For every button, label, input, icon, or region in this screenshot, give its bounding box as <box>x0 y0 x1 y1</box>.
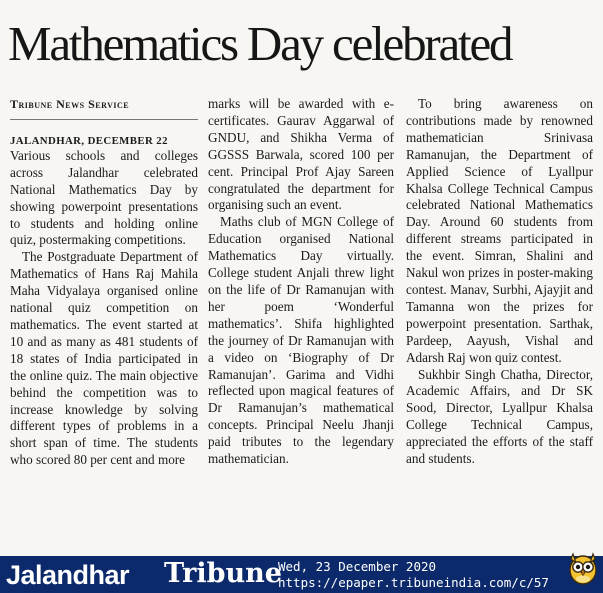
article-column-2 <box>208 96 394 468</box>
headline: Mathematics Day celebrated <box>8 16 512 71</box>
edition-name: Jalandhar <box>6 560 130 590</box>
paragraph: The Postgraduate Department of Mathematics of Hans Raj Mahila Maha Vidyalaya organised online national quiz competition on mathematics. The event started at 10 and as many as 481 students of 18 states of India participated in the online quiz. The main objective behind the competition was to increase knowledge by solving different types of problems in a short span of time. The students who scored 80 per cent and more <box>10 249 198 468</box>
article-column-1 <box>10 96 198 469</box>
article-column-3 <box>406 96 593 468</box>
paragraph: Various schools and colleges across Jalandhar celebrated National Mathematics Day by showing powerpoint presentations to students and holding online quiz, postermaking competitions. <box>10 147 198 248</box>
epaper-link[interactable]: https://epaper.tribuneindia.com/c/57 <box>278 575 549 590</box>
epaper-footer <box>0 556 603 593</box>
dateline: JALANDHAR, DECEMBER 22 <box>10 134 168 147</box>
paragraph: Maths club of MGN College of Education organised National Mathematics Day virtually. College student Anjali threw light on the life of Dr Ramanujan with her poem ‘Wonderful mathematics’. Shifa highlighted the journey of Dr Ramanujan with a video on ‘Biography of Dr Ramanujan’. Garima and Vidhi reflected upon magical features of Dr Ramanujan’s mathematical concepts. Principal Neelu Jhanji paid tributes to the legendary mathematician. <box>208 214 394 467</box>
paragraph: Sukhbir Singh Chatha, Director, Academic Affairs, and Dr SK Sood, Director, Lyallpur Khalsa College Technical Campus, appreciated the efforts of the staff and students. <box>406 366 593 467</box>
paragraph: To bring awareness on contributions made by renowned mathematician Srinivasa Ramanujan, the Department of Applied Science of Lyallpur Khalsa College Technical Campus celebrated National Mathematics Day. Around 60 students from different streams participated in the event. Simran, Shalini and Nakul won prizes in poster-making contest. Manav, Surbhi, Ajayjit and Tamanna won the prizes for powerpoint presentation. Sarthak, Pardeep, Aayush, Vishal and Adarsh Raj won quiz contest. <box>406 96 593 365</box>
owl-icon <box>567 551 599 585</box>
edition-date: Wed, 23 December 2020 <box>278 559 437 574</box>
paper-logo: Tribune <box>164 558 282 589</box>
paragraph: marks will be awarded with e-certificates. Gaurav Aggarwal of GNDU, and Shikha Verma of GGSSS Barwala, scored 100 per cent. Principal Prof Ajay Sareen congratulated the department for organising such an event. <box>208 96 394 213</box>
byline: Tribune News Service <box>10 96 198 120</box>
